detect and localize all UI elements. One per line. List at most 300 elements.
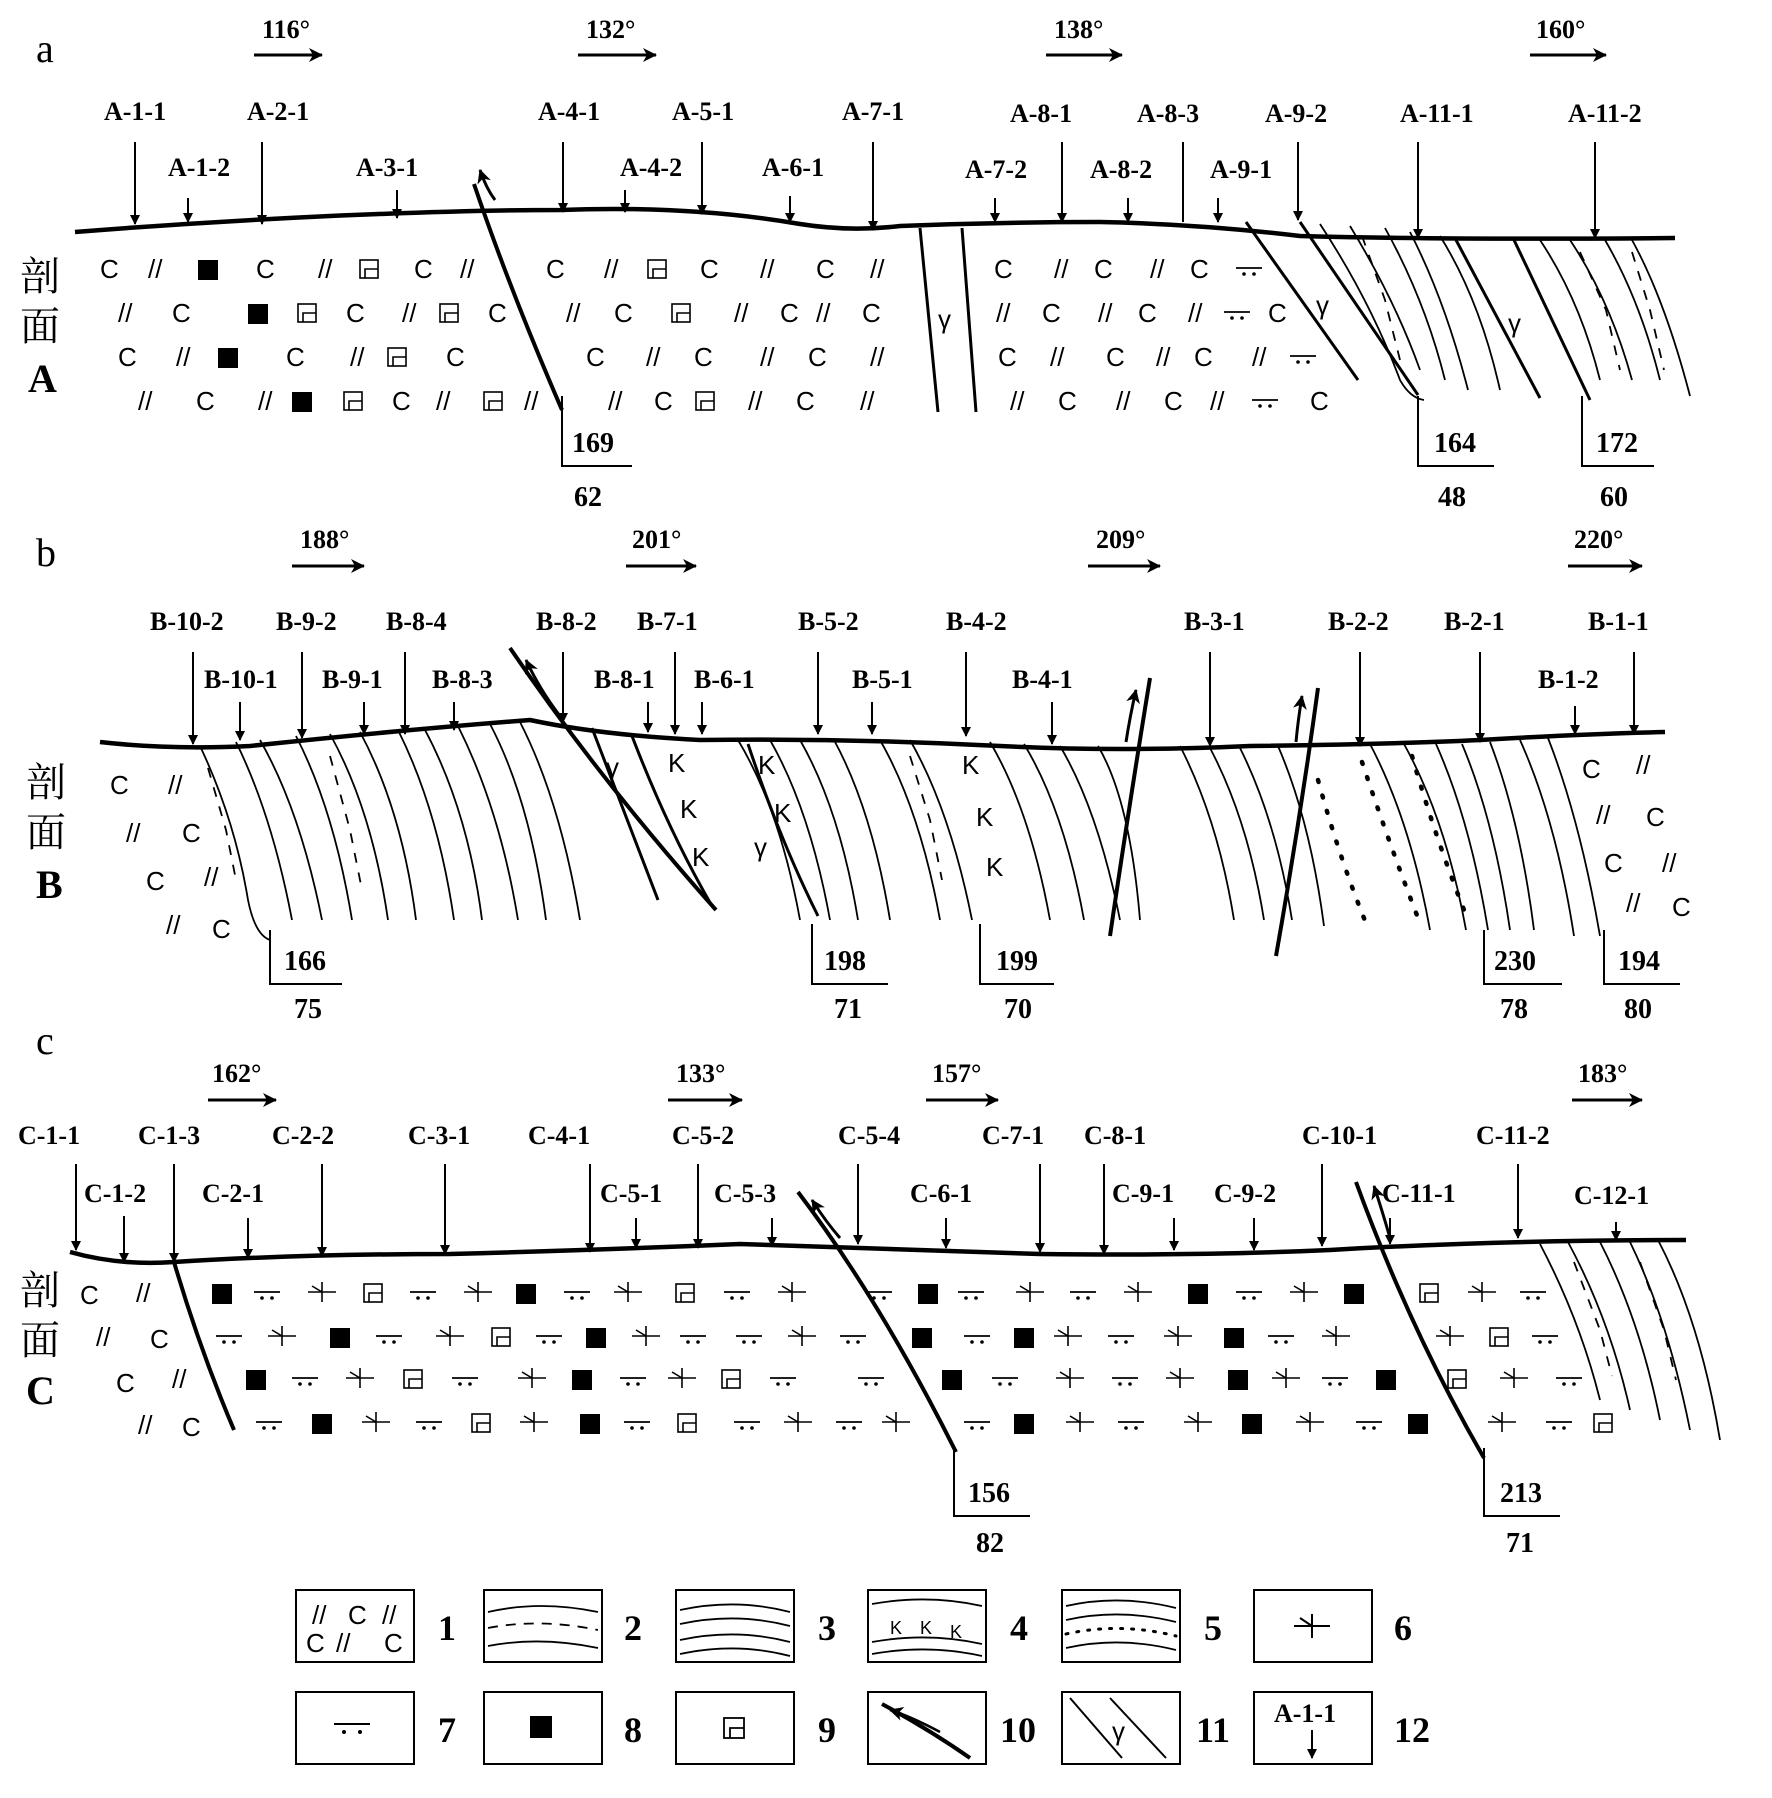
panel-letter-a: a bbox=[36, 26, 54, 71]
c-symbol: C bbox=[1106, 342, 1125, 372]
k-symbol: K bbox=[692, 842, 710, 872]
cross-bar-symbol bbox=[518, 1368, 546, 1388]
dip-angle: 60 bbox=[1600, 482, 1628, 513]
panel-c bbox=[18, 1018, 1720, 1559]
open-square-symbol bbox=[298, 304, 316, 322]
sample-label: C-1-3 bbox=[138, 1121, 201, 1150]
cross-bar-symbol bbox=[788, 1326, 816, 1346]
svg-text:2: 2 bbox=[624, 1608, 642, 1648]
dash-dot-symbol bbox=[1532, 1336, 1558, 1344]
legend-item-4 bbox=[868, 1590, 1028, 1662]
sample-label: C-6-1 bbox=[910, 1179, 973, 1208]
dash-dot-symbol bbox=[992, 1378, 1018, 1386]
open-square-symbol bbox=[344, 392, 362, 410]
dash-dot-symbol bbox=[1356, 1422, 1382, 1430]
svg-text:6: 6 bbox=[1394, 1608, 1412, 1648]
sample-label: C-9-2 bbox=[1214, 1179, 1277, 1208]
dash-dot-symbol bbox=[736, 1336, 762, 1344]
dip-angle: 71 bbox=[1506, 1528, 1534, 1559]
svg-text:K: K bbox=[920, 1618, 933, 1638]
open-square-symbol bbox=[648, 260, 666, 278]
slash-symbol: // bbox=[168, 770, 183, 800]
svg-text:C: C bbox=[384, 1628, 403, 1658]
dash-dot-symbol bbox=[536, 1336, 562, 1344]
panel-letter-c: c bbox=[36, 1018, 54, 1063]
svg-text://: // bbox=[382, 1600, 397, 1630]
svg-text:1: 1 bbox=[438, 1608, 456, 1648]
section-label-c bbox=[20, 1268, 60, 1413]
sample-label: B-2-1 bbox=[1444, 607, 1505, 636]
black-square-symbol bbox=[942, 1370, 962, 1390]
dash-dot-symbol bbox=[858, 1378, 884, 1386]
dash-dot-symbol bbox=[1520, 1292, 1546, 1300]
slash-symbol: // bbox=[1662, 848, 1677, 878]
open-square-symbol bbox=[672, 304, 690, 322]
dash-dot-symbol bbox=[1322, 1378, 1348, 1386]
k-symbol: K bbox=[668, 748, 686, 778]
dash-dot-symbol bbox=[724, 1292, 750, 1300]
sample-label: A-8-2 bbox=[1090, 155, 1153, 184]
dash-dot-symbol bbox=[1118, 1422, 1144, 1430]
slash-symbol: // bbox=[646, 342, 661, 372]
slash-symbol: // bbox=[1252, 342, 1267, 372]
dash-dot-symbol bbox=[416, 1422, 442, 1430]
c-symbol: C bbox=[1190, 254, 1209, 284]
dash-dot-symbol bbox=[624, 1422, 650, 1430]
slash-symbol: // bbox=[176, 342, 191, 372]
svg-text:面: 面 bbox=[20, 1318, 60, 1364]
cross-bar-symbol bbox=[1500, 1368, 1528, 1388]
sample-label: C-1-2 bbox=[84, 1179, 147, 1208]
black-square-symbol bbox=[1228, 1370, 1248, 1390]
cross-bar-symbol bbox=[632, 1326, 660, 1346]
gamma-symbol: γ bbox=[754, 832, 767, 862]
svg-text:A-1-1: A-1-1 bbox=[1274, 1699, 1337, 1728]
slash-symbol: // bbox=[166, 910, 181, 940]
svg-text:剖: 剖 bbox=[26, 760, 66, 806]
cross-bar-symbol bbox=[778, 1282, 806, 1302]
slash-symbol: // bbox=[1188, 298, 1203, 328]
sample-label: B-3-1 bbox=[1184, 607, 1245, 636]
slash-symbol: // bbox=[1116, 386, 1131, 416]
sample-label: B-7-1 bbox=[637, 607, 698, 636]
dash-dot-symbol bbox=[1236, 1292, 1262, 1300]
dash-dot-symbol bbox=[452, 1378, 478, 1386]
strike-direction: 198 bbox=[824, 946, 866, 977]
c-symbol: C bbox=[1194, 342, 1213, 372]
sample-label: C-12-1 bbox=[1574, 1181, 1650, 1210]
strike-direction: 194 bbox=[1618, 946, 1660, 977]
c-symbol: C bbox=[1042, 298, 1061, 328]
c-symbol: C bbox=[182, 818, 201, 848]
sample-label: C-3-1 bbox=[408, 1121, 471, 1150]
cross-bar-symbol bbox=[1164, 1326, 1192, 1346]
dip-angle: 80 bbox=[1624, 994, 1652, 1025]
legend-item-8 bbox=[484, 1692, 642, 1764]
dash-dot-symbol bbox=[1290, 356, 1316, 364]
sample-label: A-9-1 bbox=[1210, 155, 1273, 184]
strike-direction: 172 bbox=[1596, 428, 1638, 459]
c-symbol: C bbox=[780, 298, 799, 328]
cross-bar-symbol bbox=[784, 1412, 812, 1432]
open-square-symbol bbox=[360, 260, 378, 278]
c-symbol: C bbox=[586, 342, 605, 372]
c-symbol: C bbox=[700, 254, 719, 284]
open-square-symbol bbox=[492, 1328, 510, 1346]
sample-label: C-2-1 bbox=[202, 1179, 265, 1208]
bedding-attitude bbox=[270, 930, 342, 1025]
slash-symbol: // bbox=[118, 298, 133, 328]
dash-dot-symbol bbox=[376, 1336, 402, 1344]
sample-label: B-8-1 bbox=[594, 665, 655, 694]
sample-label: A-7-1 bbox=[842, 97, 905, 126]
dash-dot-symbol bbox=[1236, 268, 1262, 276]
azimuth-label: 201° bbox=[632, 525, 682, 554]
sample-label: A-8-3 bbox=[1137, 99, 1200, 128]
open-square-symbol bbox=[388, 348, 406, 366]
slash-symbol: // bbox=[318, 254, 333, 284]
black-square-symbol bbox=[330, 1328, 350, 1348]
sample-label: B-1-1 bbox=[1588, 607, 1649, 636]
c-symbol: C bbox=[1672, 892, 1691, 922]
svg-text:9: 9 bbox=[818, 1710, 836, 1750]
slash-symbol: // bbox=[996, 298, 1011, 328]
c-symbol: C bbox=[146, 866, 165, 896]
black-square-symbol bbox=[572, 1370, 592, 1390]
svg-text:C: C bbox=[306, 1628, 325, 1658]
dash-dot-symbol bbox=[1112, 1378, 1138, 1386]
c-symbol: C bbox=[110, 770, 129, 800]
dip-angle: 82 bbox=[976, 1528, 1004, 1559]
strike-direction: 230 bbox=[1494, 946, 1536, 977]
dash-dot-symbol bbox=[964, 1422, 990, 1430]
cross-bar-symbol bbox=[1054, 1326, 1082, 1346]
bedding-attitude bbox=[1418, 396, 1494, 513]
bedding-attitude bbox=[1484, 1448, 1560, 1559]
cross-bar-symbol bbox=[1272, 1368, 1300, 1388]
black-square-symbol bbox=[516, 1284, 536, 1304]
azimuth-label: 209° bbox=[1096, 525, 1146, 554]
dash-dot-symbol bbox=[1108, 1336, 1134, 1344]
cross-bar-symbol bbox=[614, 1282, 642, 1302]
slash-symbol: // bbox=[1156, 342, 1171, 372]
slash-symbol: // bbox=[1150, 254, 1165, 284]
sample-label: B-8-2 bbox=[536, 607, 597, 636]
cross-bar-symbol bbox=[1468, 1282, 1496, 1302]
sample-label: C-5-2 bbox=[672, 1121, 735, 1150]
dip-angle: 78 bbox=[1500, 994, 1528, 1025]
black-square-symbol bbox=[248, 304, 268, 324]
legend-item-9 bbox=[676, 1692, 836, 1764]
svg-text:10: 10 bbox=[1000, 1710, 1036, 1750]
c-symbol: C bbox=[80, 1280, 99, 1310]
slash-symbol: // bbox=[1626, 888, 1641, 918]
black-square-symbol bbox=[912, 1328, 932, 1348]
c-symbol: C bbox=[546, 254, 565, 284]
slash-symbol: // bbox=[1210, 386, 1225, 416]
sample-label: B-9-1 bbox=[322, 665, 383, 694]
black-square-symbol bbox=[1188, 1284, 1208, 1304]
svg-text:4: 4 bbox=[1010, 1608, 1028, 1648]
svg-text:面: 面 bbox=[26, 810, 66, 856]
svg-text:B: B bbox=[36, 862, 63, 907]
thrust-fault bbox=[798, 1192, 956, 1452]
black-square-symbol bbox=[1014, 1328, 1034, 1348]
sample-label: B-5-1 bbox=[852, 665, 913, 694]
sample-label: B-10-1 bbox=[204, 665, 278, 694]
dip-angle: 62 bbox=[574, 482, 602, 513]
slash-symbol: // bbox=[1098, 298, 1113, 328]
c-symbol: C bbox=[1138, 298, 1157, 328]
legend bbox=[296, 1590, 1430, 1764]
sample-label: A-6-1 bbox=[762, 153, 825, 182]
black-square-symbol bbox=[1224, 1328, 1244, 1348]
c-symbol: C bbox=[286, 342, 305, 372]
black-square-symbol bbox=[198, 260, 218, 280]
sample-label: A-7-2 bbox=[965, 155, 1028, 184]
svg-text:剖: 剖 bbox=[20, 1268, 60, 1314]
sample-label: C-11-2 bbox=[1476, 1121, 1550, 1150]
slash-symbol: // bbox=[870, 254, 885, 284]
slash-symbol: // bbox=[350, 342, 365, 372]
c-symbol: C bbox=[196, 386, 215, 416]
black-square-symbol bbox=[1408, 1414, 1428, 1434]
legend-item-2 bbox=[484, 1590, 642, 1662]
open-square-symbol bbox=[1420, 1284, 1438, 1302]
dip-angle: 48 bbox=[1438, 482, 1466, 513]
open-square-symbol bbox=[1594, 1414, 1612, 1432]
dash-dot-symbol bbox=[620, 1378, 646, 1386]
slash-symbol: // bbox=[604, 254, 619, 284]
slash-symbol: // bbox=[760, 342, 775, 372]
open-square-symbol bbox=[722, 1370, 740, 1388]
dash-dot-symbol bbox=[836, 1422, 862, 1430]
dash-dot-symbol bbox=[840, 1336, 866, 1344]
c-symbol: C bbox=[1604, 848, 1623, 878]
cross-bar-symbol bbox=[436, 1326, 464, 1346]
sample-label: A-3-1 bbox=[356, 153, 419, 182]
slash-symbol: // bbox=[172, 1364, 187, 1394]
sample-label: A-11-1 bbox=[1400, 99, 1474, 128]
c-symbol: C bbox=[796, 386, 815, 416]
slash-symbol: // bbox=[870, 342, 885, 372]
c-symbol: C bbox=[150, 1324, 169, 1354]
legend-item-3 bbox=[676, 1590, 836, 1662]
sample-label: B-4-2 bbox=[946, 607, 1007, 636]
c-symbol: C bbox=[998, 342, 1017, 372]
open-square-symbol bbox=[364, 1284, 382, 1302]
open-square-symbol bbox=[440, 304, 458, 322]
k-symbol: K bbox=[680, 794, 698, 824]
c-symbol: C bbox=[346, 298, 365, 328]
c-symbol: C bbox=[414, 254, 433, 284]
cross-bar-symbol bbox=[1294, 1614, 1330, 1638]
azimuth-indicators-c bbox=[208, 1059, 1642, 1100]
cross-bar-symbol bbox=[1488, 1412, 1516, 1432]
black-square-symbol bbox=[586, 1328, 606, 1348]
c-symbol: C bbox=[816, 254, 835, 284]
legend-item-1 bbox=[296, 1590, 456, 1662]
svg-text:3: 3 bbox=[818, 1608, 836, 1648]
svg-text:C: C bbox=[348, 1600, 367, 1630]
dash-dot-symbol bbox=[1268, 1336, 1294, 1344]
dash-dot-symbol bbox=[958, 1292, 984, 1300]
dash-dot-symbol bbox=[680, 1336, 706, 1344]
c-symbol: C bbox=[182, 1412, 201, 1442]
sample-label: B-6-1 bbox=[694, 665, 755, 694]
bedding-attitude bbox=[1484, 930, 1562, 1025]
bedding-attitude bbox=[812, 924, 888, 1025]
svg-text:C: C bbox=[26, 1368, 55, 1413]
c-symbol: C bbox=[1058, 386, 1077, 416]
azimuth-label: 220° bbox=[1574, 525, 1624, 554]
dash-dot-symbol bbox=[734, 1422, 760, 1430]
azimuth-label: 162° bbox=[212, 1059, 262, 1088]
sample-label: B-9-2 bbox=[276, 607, 337, 636]
svg-text:K: K bbox=[890, 1618, 903, 1638]
legend-item-6 bbox=[1254, 1590, 1412, 1662]
dash-dot-symbol bbox=[1546, 1422, 1572, 1430]
svg-text:剖: 剖 bbox=[20, 254, 60, 300]
slash-symbol: // bbox=[748, 386, 763, 416]
legend-item-7 bbox=[296, 1692, 456, 1764]
slash-symbol: // bbox=[816, 298, 831, 328]
cross-bar-symbol bbox=[1322, 1326, 1350, 1346]
sample-label: B-10-2 bbox=[150, 607, 224, 636]
dike bbox=[1456, 240, 1590, 400]
black-square-symbol bbox=[246, 1370, 266, 1390]
sample-label: C-7-1 bbox=[982, 1121, 1045, 1150]
slash-symbol: // bbox=[1596, 800, 1611, 830]
sample-label: C-11-1 bbox=[1382, 1179, 1456, 1208]
svg-text:面: 面 bbox=[20, 304, 60, 350]
dip-angle: 75 bbox=[294, 994, 322, 1025]
slash-symbol: // bbox=[566, 298, 581, 328]
black-square-symbol bbox=[1014, 1414, 1034, 1434]
azimuth-label: 157° bbox=[932, 1059, 982, 1088]
dash-dot-symbol bbox=[410, 1292, 436, 1300]
c-symbol: C bbox=[1582, 754, 1601, 784]
dash-dot-symbol bbox=[964, 1336, 990, 1344]
dash-dot-symbol bbox=[256, 1422, 282, 1430]
slash-symbol: // bbox=[138, 386, 153, 416]
bedding-attitude bbox=[1604, 930, 1680, 1025]
sample-label: B-8-4 bbox=[386, 607, 447, 636]
dash-dot-symbol bbox=[216, 1336, 242, 1344]
c-symbol: C bbox=[808, 342, 827, 372]
bedding-attitude bbox=[954, 1448, 1030, 1559]
cross-bar-symbol bbox=[1124, 1282, 1152, 1302]
cross-bar-symbol bbox=[362, 1412, 390, 1432]
sample-label: C-8-1 bbox=[1084, 1121, 1147, 1150]
strike-direction: 166 bbox=[284, 946, 326, 977]
sample-label: B-8-3 bbox=[432, 665, 493, 694]
c-symbol: C bbox=[116, 1368, 135, 1398]
layered-strata-c bbox=[1540, 1240, 1720, 1440]
layered-strata-b bbox=[200, 722, 1600, 940]
sample-label: A-1-1 bbox=[104, 97, 167, 126]
black-square-symbol bbox=[1242, 1414, 1262, 1434]
slash-symbol: // bbox=[460, 254, 475, 284]
dip-angle: 71 bbox=[834, 994, 862, 1025]
cross-bar-symbol bbox=[464, 1282, 492, 1302]
slash-symbol: // bbox=[608, 386, 623, 416]
cross-bar-symbol bbox=[268, 1326, 296, 1346]
c-symbol: C bbox=[1164, 386, 1183, 416]
slash-symbol: // bbox=[860, 386, 875, 416]
k-symbol: K bbox=[758, 750, 776, 780]
slash-symbol: // bbox=[136, 1278, 151, 1308]
c-symbol: C bbox=[256, 254, 275, 284]
panel-letter-b: b bbox=[36, 530, 56, 575]
svg-text:5: 5 bbox=[1204, 1608, 1222, 1648]
sample-points-b bbox=[150, 607, 1649, 746]
sample-label: B-5-2 bbox=[798, 607, 859, 636]
strike-direction: 164 bbox=[1434, 428, 1476, 459]
open-square-symbol bbox=[484, 392, 502, 410]
dash-dot-symbol bbox=[1224, 312, 1250, 320]
open-square-symbol bbox=[1490, 1328, 1508, 1346]
ground-surface bbox=[70, 1240, 1686, 1263]
legend-item-10 bbox=[868, 1692, 1036, 1764]
azimuth-label: 160° bbox=[1536, 15, 1586, 44]
k-symbol: K bbox=[962, 750, 980, 780]
legend-item-11 bbox=[1062, 1692, 1230, 1764]
cross-bar-symbol bbox=[1436, 1326, 1464, 1346]
dash-dot-symbol bbox=[1070, 1292, 1096, 1300]
legend-item-5 bbox=[1062, 1590, 1222, 1662]
slash-symbol: // bbox=[126, 818, 141, 848]
bedding-attitude bbox=[980, 924, 1054, 1025]
cross-bar-symbol bbox=[1290, 1282, 1318, 1302]
azimuth-indicators-b bbox=[292, 525, 1642, 566]
sample-label: A-1-2 bbox=[168, 153, 231, 182]
slash-symbol: // bbox=[760, 254, 775, 284]
svg-text:A: A bbox=[28, 356, 57, 401]
cross-bar-symbol bbox=[1016, 1282, 1044, 1302]
dip-angle: 70 bbox=[1004, 994, 1032, 1025]
sample-label: A-9-2 bbox=[1265, 99, 1328, 128]
dash-dot-symbol bbox=[1556, 1378, 1582, 1386]
cross-bar-symbol bbox=[882, 1412, 910, 1432]
cross-bar-symbol bbox=[1184, 1412, 1212, 1432]
dash-dot-symbol bbox=[292, 1378, 318, 1386]
slash-symbol: // bbox=[1010, 386, 1025, 416]
black-square-symbol bbox=[1376, 1370, 1396, 1390]
slash-symbol: // bbox=[524, 386, 539, 416]
sample-label: C-4-1 bbox=[528, 1121, 591, 1150]
c-symbol: C bbox=[862, 298, 881, 328]
cross-bar-symbol bbox=[520, 1412, 548, 1432]
cross-bar-symbol bbox=[346, 1368, 374, 1388]
cross-bar-symbol bbox=[1066, 1412, 1094, 1432]
black-square-symbol bbox=[212, 1284, 232, 1304]
slash-symbol: // bbox=[1636, 750, 1651, 780]
black-square-symbol bbox=[218, 348, 238, 368]
gamma-symbol: γ bbox=[606, 752, 619, 782]
fault-motion-arrow bbox=[480, 170, 495, 200]
c-symbol: C bbox=[614, 298, 633, 328]
sample-label: C-5-3 bbox=[714, 1179, 777, 1208]
strike-direction: 156 bbox=[968, 1478, 1010, 1509]
cross-bar-symbol bbox=[308, 1282, 336, 1302]
k-symbol: K bbox=[774, 798, 792, 828]
strike-direction: 199 bbox=[996, 946, 1038, 977]
c-symbol: C bbox=[488, 298, 507, 328]
gamma-symbol: γ bbox=[938, 304, 951, 334]
slash-symbol: // bbox=[734, 298, 749, 328]
slash-symbol: // bbox=[96, 1322, 111, 1352]
